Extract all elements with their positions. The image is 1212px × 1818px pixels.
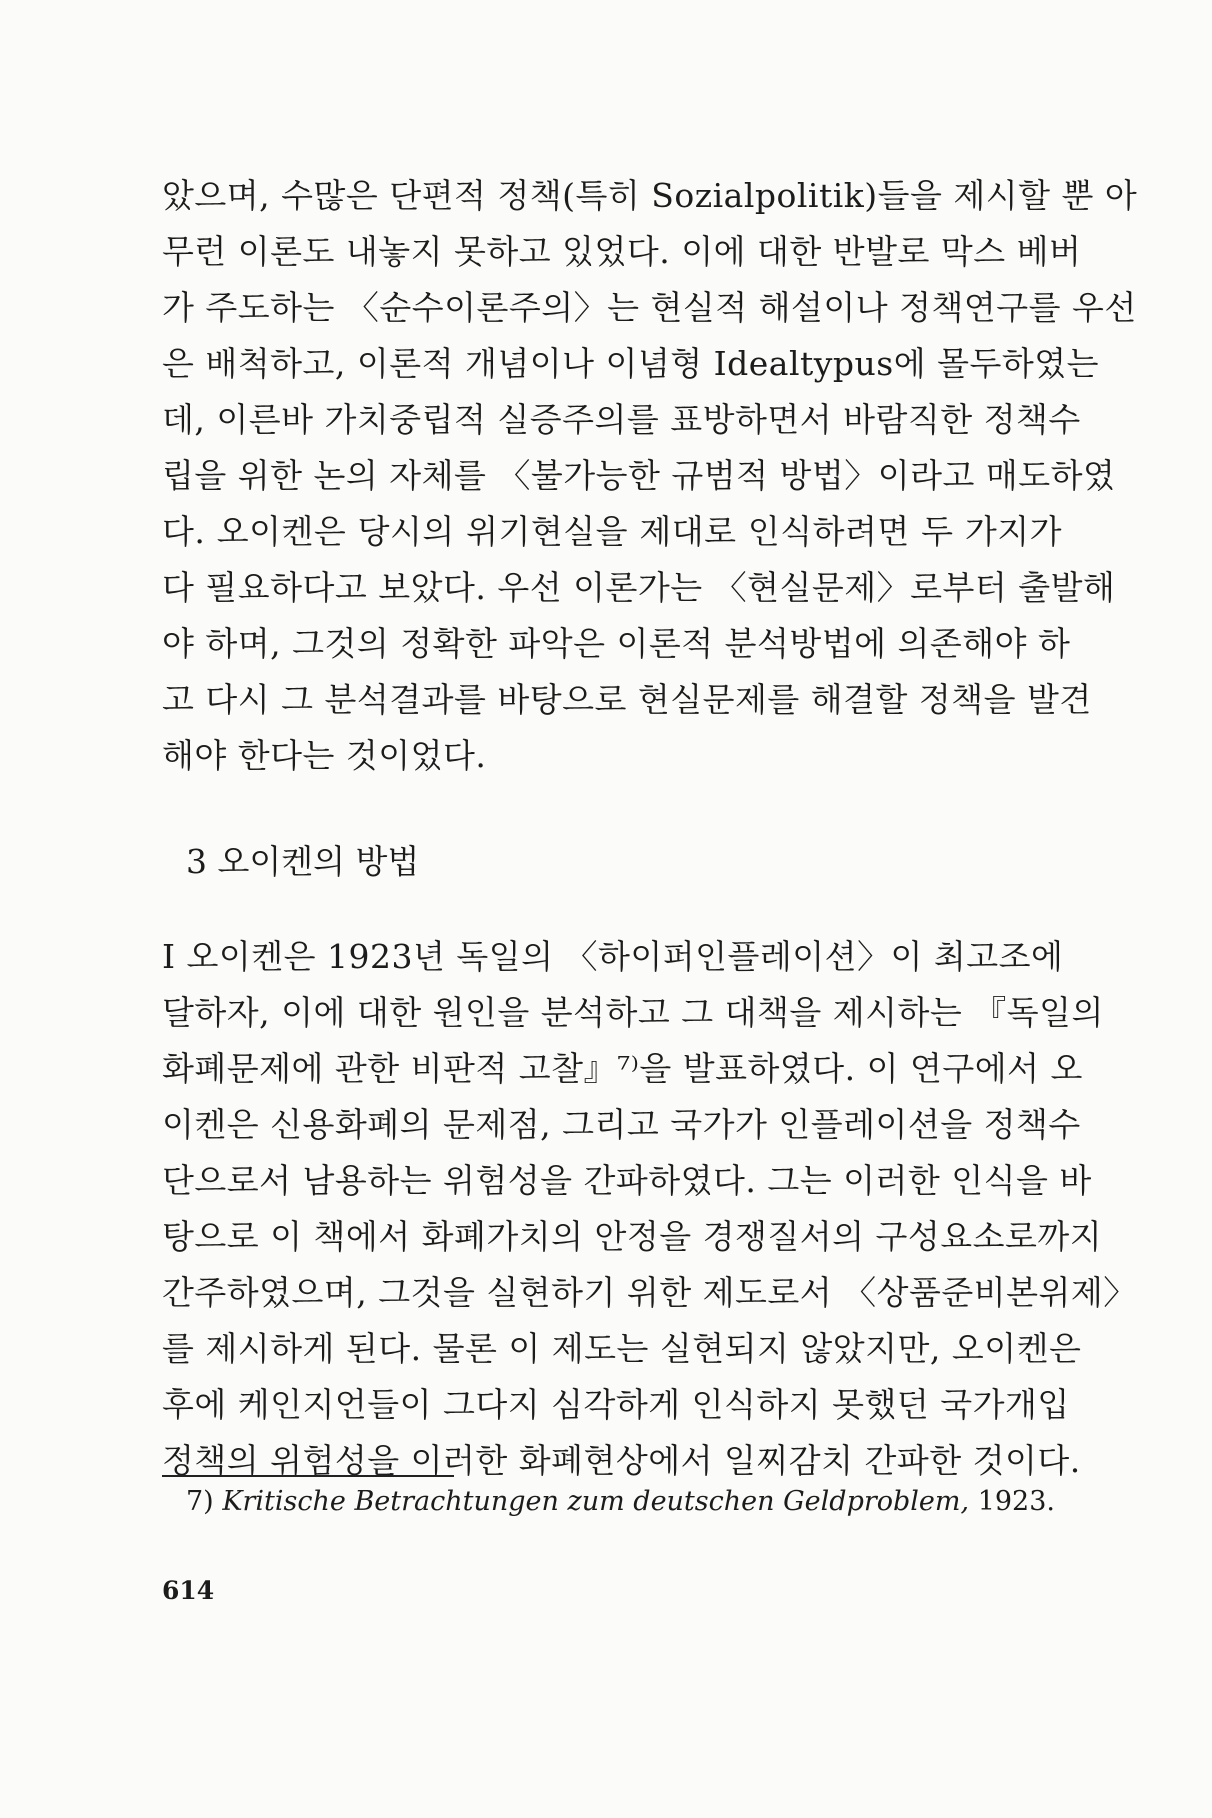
text-line: 달하자, 이에 대한 원인을 분석하고 그 대책을 제시하는 『독일의 xyxy=(162,993,1104,1032)
text-line: 은 배척하고, 이론적 개념이나 이념형 Idealtypus에 몰두하였는 xyxy=(162,344,1100,383)
footnote-title: Kritische Betrachtungen zum deutschen Geldproblem, xyxy=(222,1486,970,1517)
text-line: 후에 케인지언들이 그다지 심각하게 인식하지 못했던 국가개입 xyxy=(162,1385,1070,1424)
section-heading: 3 오이켄의 방법 xyxy=(186,842,420,881)
text-line: 다. 오이켄은 당시의 위기현실을 제대로 인식하려면 두 가지가 xyxy=(162,512,1062,551)
text-line: 간주하였으며, 그것을 실현하기 위한 제도로서 〈상품준비본위제〉 xyxy=(162,1273,1137,1312)
text-line: 해야 한다는 것이었다. xyxy=(162,736,487,775)
text-line: 야 하며, 그것의 정확한 파악은 이론적 분석방법에 의존해야 하 xyxy=(162,624,1071,663)
text-line: 이켄은 신용화폐의 문제점, 그리고 국가가 인플레이션을 정책수 xyxy=(162,1105,1081,1144)
text-line: 화폐문제에 관한 비판적 고찰』⁷⁾을 발표하였다. 이 연구에서 오 xyxy=(162,1049,1083,1088)
text-line: 정책의 위험성을 이러한 화폐현상에서 일찌감치 간파한 것이다. xyxy=(162,1441,1081,1480)
text-line: 탕으로 이 책에서 화폐가치의 안정을 경쟁질서의 구성요소로까지 xyxy=(162,1217,1103,1256)
text-line: 무런 이론도 내놓지 못하고 있었다. 이에 대한 반발로 막스 베버 xyxy=(162,232,1082,271)
text-line: 데, 이른바 가치중립적 실증주의를 표방하면서 바람직한 정책수 xyxy=(162,400,1081,439)
text-line: 단으로서 남용하는 위험성을 간파하였다. 그는 이러한 인식을 바 xyxy=(162,1161,1092,1200)
footnote xyxy=(186,1484,1055,1520)
text-line: 았으며, 수많은 단편적 정책(특히 Sozialpolitik)들을 제시할 뿐 아 xyxy=(162,176,1138,215)
text-line: 다 필요하다고 보았다. 우선 이론가는 〈현실문제〉로부터 출발해 xyxy=(162,568,1116,607)
text-line: I 오이켄은 1923년 독일의 〈하이퍼인플레이션〉이 최고조에 xyxy=(162,937,1064,976)
footnote-divider xyxy=(162,1475,454,1477)
footnote-marker: 7) xyxy=(186,1486,214,1517)
text-line: 가 주도하는 〈순수이론주의〉는 현실적 해설이나 정책연구를 우선 xyxy=(162,288,1137,327)
page-number: 614 xyxy=(162,1576,215,1605)
text-line: 고 다시 그 분석결과를 바탕으로 현실문제를 해결할 정책을 발견 xyxy=(162,680,1092,719)
footnote-year: 1923. xyxy=(977,1486,1055,1517)
text-line: 를 제시하게 된다. 물론 이 제도는 실현되지 않았지만, 오이켄은 xyxy=(162,1329,1082,1368)
text-line: 립을 위한 논의 자체를 〈불가능한 규범적 방법〉이라고 매도하였 xyxy=(162,456,1116,495)
